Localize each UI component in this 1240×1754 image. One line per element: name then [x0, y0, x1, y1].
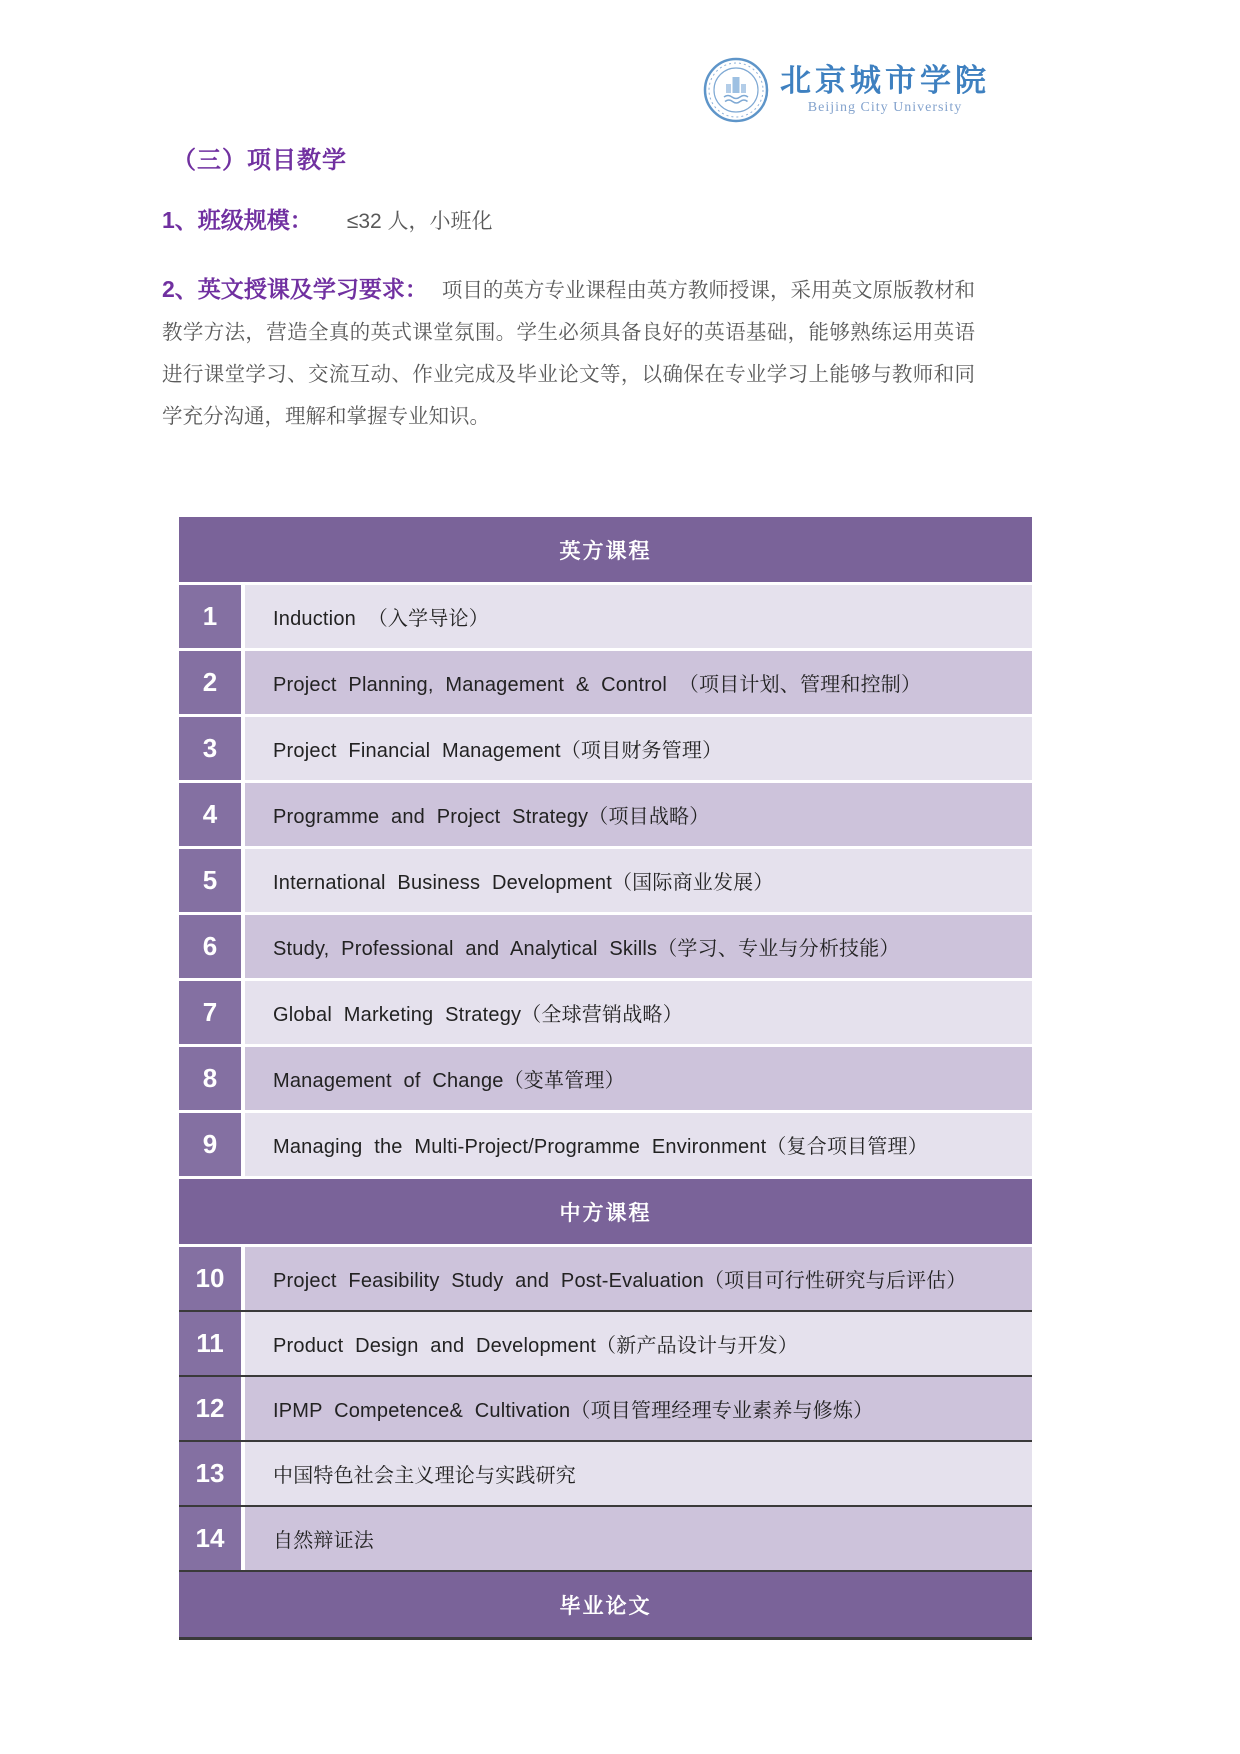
table-row: [179, 1110, 1032, 1176]
row-course-text: 中国特色社会主义理论与实践研究: [245, 1442, 1032, 1505]
row-number: 11: [179, 1312, 245, 1375]
table-row: [179, 846, 1032, 912]
university-seal-icon: [702, 56, 770, 124]
row-course-text: Global Marketing Strategy（全球营销战略）: [245, 981, 1032, 1044]
row-number: 7: [179, 981, 245, 1044]
row-course-text: Programme and Project Strategy（项目战略）: [245, 783, 1032, 846]
table-row: [179, 1244, 1032, 1310]
table-row: [179, 1044, 1032, 1110]
university-logo: [702, 56, 990, 124]
row-number: 1: [179, 585, 245, 648]
english-teaching-label: 2、英文授课及学习要求：: [162, 276, 428, 302]
university-name-cn: 北京城市学院: [780, 63, 990, 99]
row-course-text: Project Financial Management（项目财务管理）: [245, 717, 1032, 780]
table-row: [179, 582, 1032, 648]
table-row: [179, 1505, 1032, 1570]
row-course-text: Project Planning, Management & Control （项目计划、管理和控制）: [245, 651, 1032, 714]
row-number: 10: [179, 1247, 245, 1310]
table-section-header: 中方课程: [179, 1176, 1032, 1244]
class-size-value: ≤32 人，小班化: [346, 210, 493, 233]
row-number: 13: [179, 1442, 245, 1505]
course-table: [179, 517, 1032, 1640]
table-section-header: 英方课程: [179, 517, 1032, 582]
row-number: 12: [179, 1377, 245, 1440]
row-course-text: 自然辩证法: [245, 1507, 1032, 1570]
class-size-line: [162, 202, 493, 235]
row-number: 5: [179, 849, 245, 912]
row-course-text: Induction （入学导论）: [245, 585, 1032, 648]
row-course-text: IPMP Competence& Cultivation（项目管理经理专业素养与修炼）: [245, 1377, 1032, 1440]
row-course-text: Management of Change（变革管理）: [245, 1047, 1032, 1110]
row-course-text: Product Design and Development（新产品设计与开发）: [245, 1312, 1032, 1375]
row-course-text: Managing the Multi-Project/Programme Environment（复合项目管理）: [245, 1113, 1032, 1176]
table-section-header: 毕业论文: [179, 1570, 1032, 1640]
table-row: [179, 714, 1032, 780]
table-row: [179, 1310, 1032, 1375]
english-teaching-paragraph: [162, 268, 975, 438]
table-row: [179, 912, 1032, 978]
row-number: 2: [179, 651, 245, 714]
row-number: 9: [179, 1113, 245, 1176]
row-number: 6: [179, 915, 245, 978]
row-number: 3: [179, 717, 245, 780]
table-row: [179, 1375, 1032, 1440]
table-row: [179, 780, 1032, 846]
table-row: [179, 978, 1032, 1044]
row-course-text: Project Feasibility Study and Post-Evaluation（项目可行性研究与后评估）: [245, 1247, 1032, 1310]
row-number: 4: [179, 783, 245, 846]
section-heading: （三）项目教学: [172, 147, 347, 174]
row-course-text: Study, Professional and Analytical Skills（学习、专业与分析技能）: [245, 915, 1032, 978]
logo-text-block: [780, 64, 990, 115]
class-size-label: 1、班级规模：: [162, 207, 313, 233]
row-course-text: International Business Development（国际商业发展）: [245, 849, 1032, 912]
table-row: [179, 648, 1032, 714]
english-teaching-text: 项目的英方专业课程由英方教师授课，采用英文原版教材和教学方法，营造全真的英式课堂氛围。学生必须具备良好的英语基础，能够熟练运用英语进行课堂学习、交流互动、作业完成及毕业论文等，以确保在专业学习上能够与教师和同学充分沟通，理解和掌握专业知识。: [162, 279, 975, 428]
table-row: [179, 1440, 1032, 1505]
row-number: 8: [179, 1047, 245, 1110]
row-number: 14: [179, 1507, 245, 1570]
university-name-en: Beijing City University: [807, 99, 963, 115]
